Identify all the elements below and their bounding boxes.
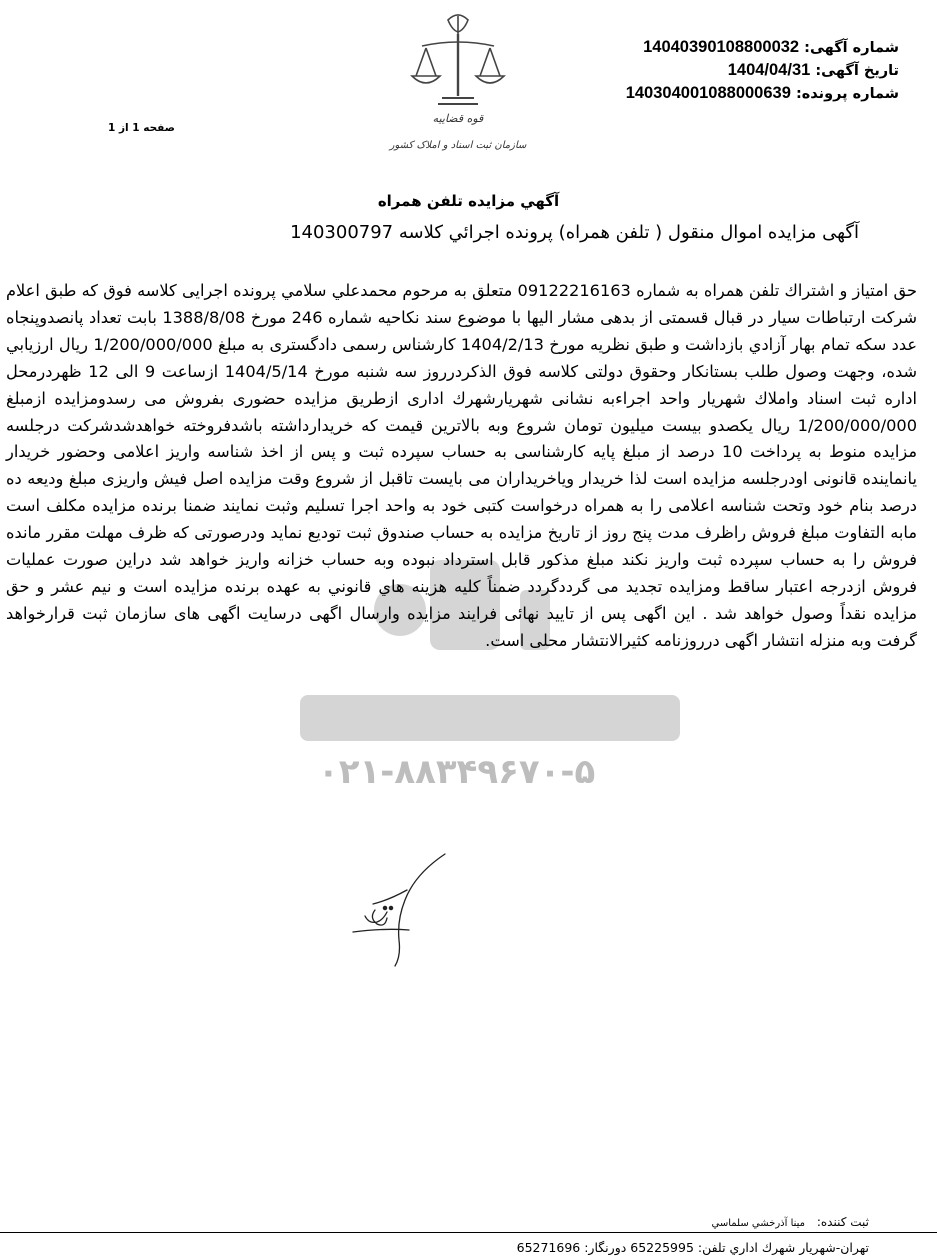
signature-image [345,850,465,970]
emblem-caption-judiciary: قوه قضاییه [432,112,484,125]
office-address: تهران-شهريار شهرك اداري تلفن: 65225995 دورنگار: 65271696 [516,1240,869,1255]
case-number-label: شماره پرونده: [795,86,899,102]
registrar-label: ثبت كننده: [816,1215,869,1229]
notice-subtitle: آگهی مزایده اموال منقول ( تلفن همراه) پرونده اجرائي كلاسه 140300797 [290,222,859,243]
registrar-name: مينا آذرخشي سلماسي [711,1218,806,1229]
notice-number-label: شماره آگهی: [804,40,899,56]
judiciary-emblem-logo [378,6,538,166]
notice-number-row [626,36,899,59]
notice-number: 14040390108800032 [643,38,800,56]
case-number-row [626,82,899,105]
notice-meta [626,36,899,105]
page-number: صفحه 1 از 1 [108,122,175,134]
notice-date: 1404/04/31 [727,61,811,79]
watermark-phone: ۰۲۱-۸۸۳۴۹۶۷۰-۵ [318,752,596,792]
notice-title: آگهي مزايده تلفن همراه [377,192,560,210]
emblem-caption-org: سازمان ثبت اسناد و املاک کشور [389,140,527,151]
registrar-line [711,1215,869,1229]
footer-divider [0,1232,937,1233]
notice-body: حق امتياز و اشتراك تلفن همراه به شماره 09122216163 متعلق به مرحوم محمدعلي سلامي پرونده اجرايى كلاسه فوق كه طبق اعلام شركت ارتباطات سيار در قبال قسمتى از بدهى مشار اليها با موضوع سند نكاحيه شماره 246 مورخ 1388/8/08 بابت تعداد پانصدوپنجاه عدد سكه تمام بهار آزادي بازداشت و طبق نظريه مورخ 1404/2/13 كارشناس رسمى دادگسترى به مبلغ 1/200/000/000 ريال ارزيابي شده، وجهت وصول طلب بستانكار وحقوق دولتى كلاسه فوق الذكردرروز سه شنبه مورخ 1404/5/14 ازساعت 9 الى 12 ظهردرمحل اداره ثبت اسناد واملاك شهريار واحد اجراءبه نشانى شهريارشهرك ادارى ازطريق مزايده حضورى بفروش مى رسدومزايده ازمبلغ 1/200/000/000 ريال يكصدو بيست ميليون تومان شروع وبه بالاترين قيمت كه خريدارداشته باشدفروخته خواهدشدشركت درجلسه مزايده منوط به پرداخت 10 درصد از مبلغ پايه كارشناسى به حساب سپرده ثبت و پس از اخذ شناسه واريز اعلامى وحضور خريدار يانماينده قانونى اودرجلسه مزايده است لذا خريدار وياخريداران مى بايست تاقبل از شروع وقت مزايده اصل فيش واريزى مبلغ وديعه ده درصد بنام خود وتحت شناسه اعلامى را به همراه درخواست كتبى خود به واحد اجرا تسليم وثبت نمايند ضمنا برنده مزايده مكلف است مابه التفاوت مبلغ فروش راظرف مدت پنج روز از تاريخ مزايده به حساب صندوق ثبت توديع نمايد ودرصورتى كه ظرف مهلت مقرر مانده فروش را به حساب سپرده ثبت واريز نكند مبلغ مذكور قابل استرداد نبوده وبه حساب خزانه واريز خواهد شد دراين صورت عمليات فروش ازدرجه اعتبار ساقط ومزايده تجديد مى گرددگردد ضمناً كليه هزينه هاي قانوني به عهده برنده مزايده است و نيم عشر و حق مزايده نقداً وصول خواهد شد . اين اگهى پس از تاييد نهائى فرايند مزايده وارسال اگهى درسايت اگهى هاى سازمان ثبت قرارخواهد گرفت وبه منزله انتشار اگهى درروزنامه كثيرالانتشار محلى است. [6,281,918,650]
case-number: 140304001088000639 [625,84,791,102]
notice-date-row [626,59,899,82]
notice-date-label: تاریخ آگهی: [815,63,899,79]
